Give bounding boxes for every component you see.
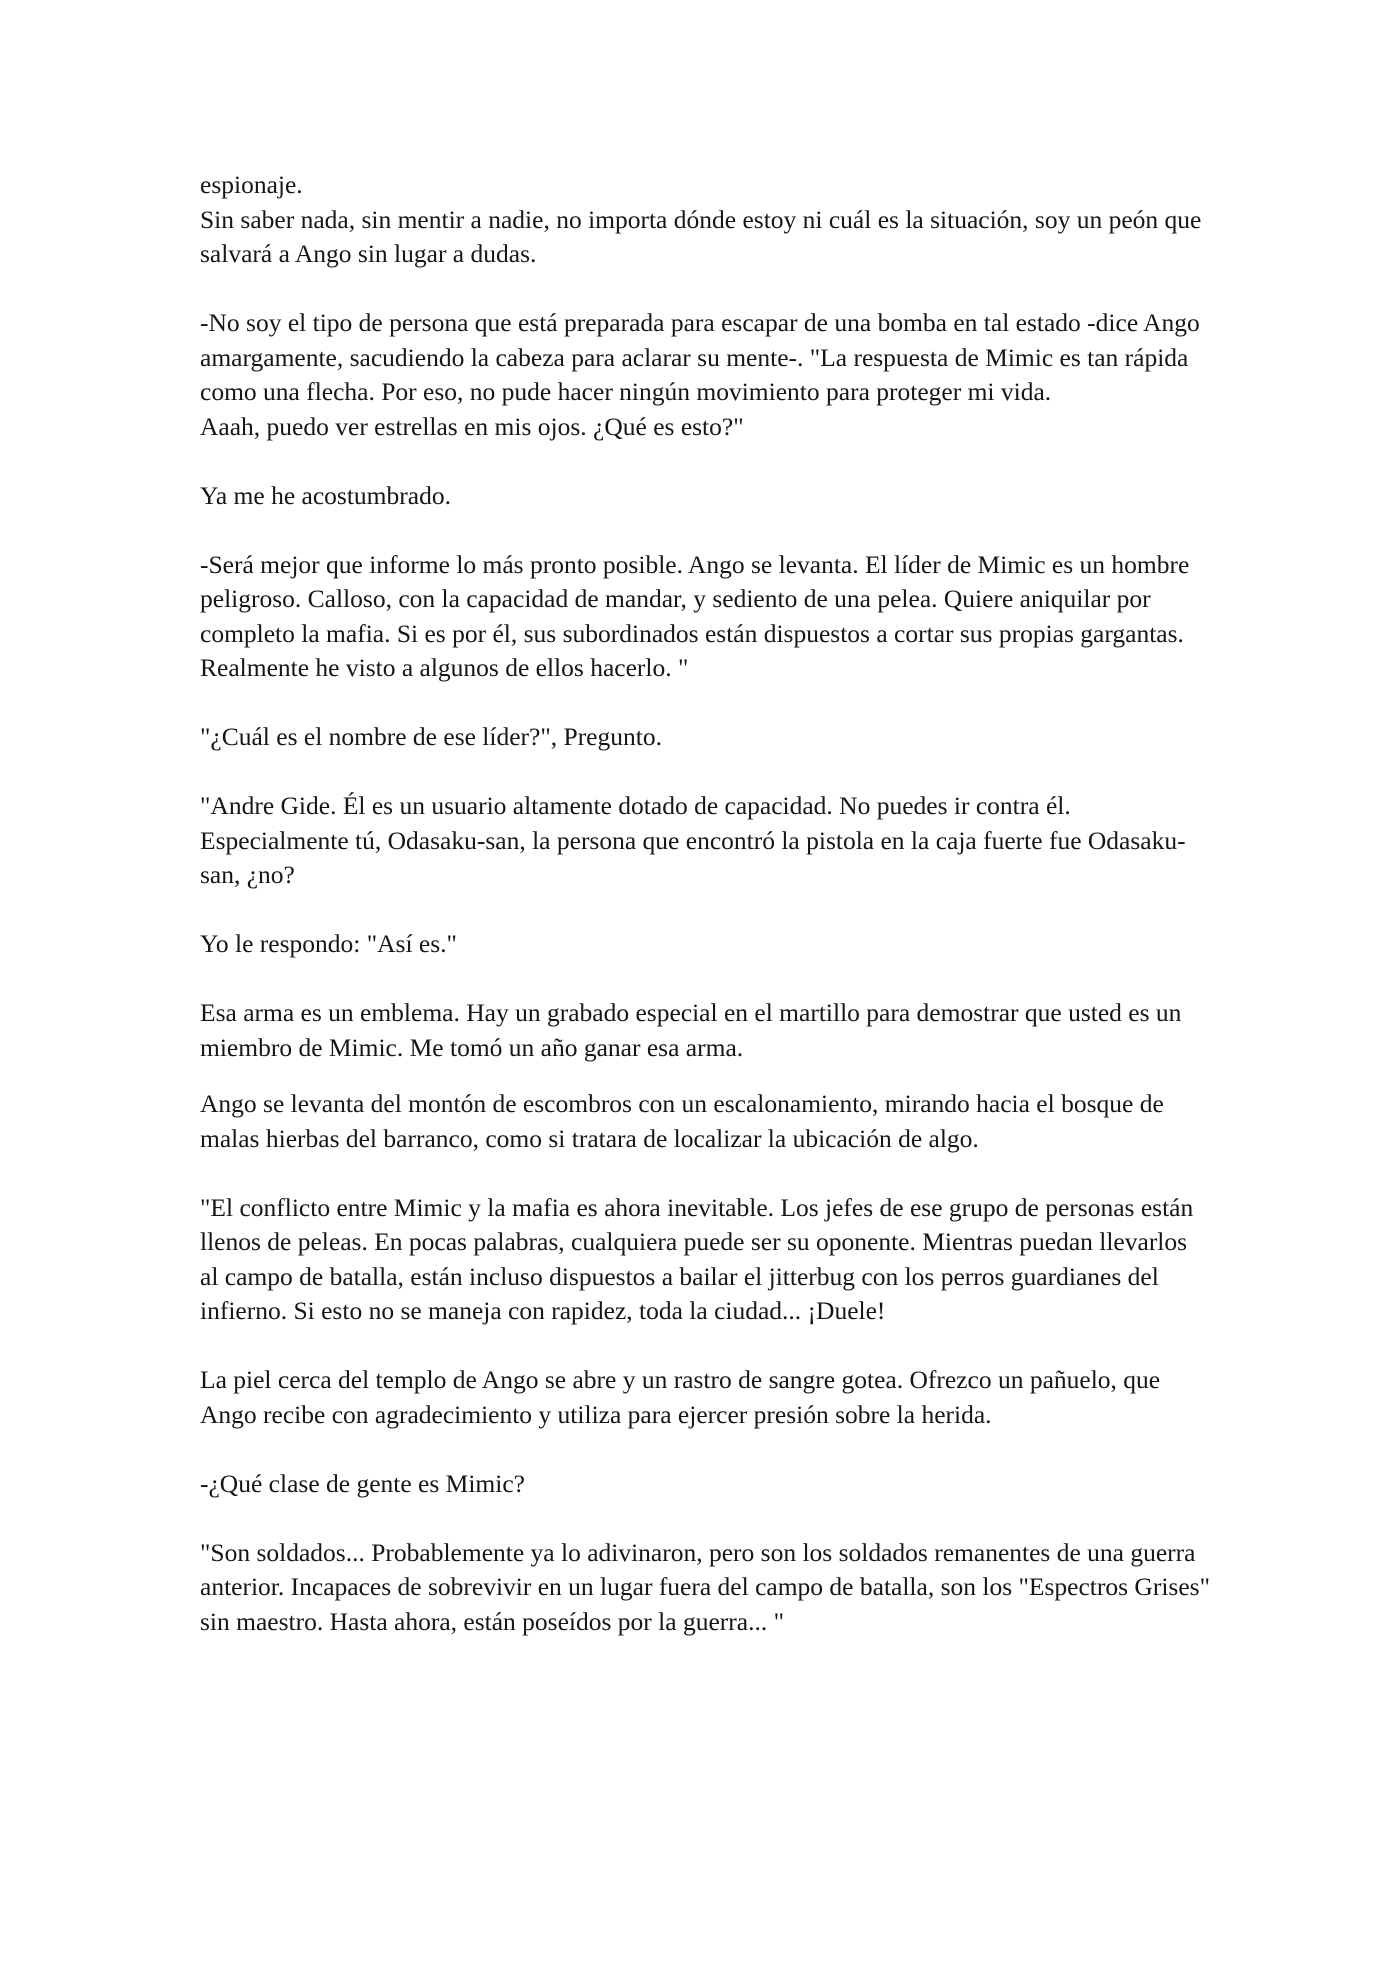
paragraph-13: "Son soldados... Probablemente ya lo adivinaron, pero son los soldados remanentes de una guerra anterior. Incapaces de sobrevivir en un lugar fuera del campo de batalla, son los "Espectros Grises" sin maestro. Hasta ahora, están poseídos por la guerra... " [200, 1537, 1211, 1636]
paragraph-3: Ya me he acostumbrado. [200, 480, 451, 510]
paragraph-1: espionaje. Sin saber nada, sin mentir a nadie, no importa dónde estoy ni cuál es la situación, soy un peón que salvará a Ango sin lugar a dudas. [200, 170, 1202, 268]
paragraph-6: "Andre Gide. Él es un usuario altamente dotado de capacidad. No puedes ir contra él. Especialmente tú, Odasaku-san, la persona que encontró la pistola en la caja fuerte fue Odasaku-san, ¿no? [200, 791, 1186, 889]
paragraph-10: "El conflicto entre Mimic y la mafia es ahora inevitable. Los jefes de ese grupo de personas están llenos de peleas. En pocas palabras, cualquiera puede ser su oponente. Mientras puedan llevarlos al campo de batalla, están incluso dispuestos a bailar el jitterbug con los perros guardianes del infierno. Si esto no se maneja con rapidez, toda la ciudad... ¡Duele! [200, 1192, 1194, 1325]
paragraph-2: -No soy el tipo de persona que está preparada para escapar de una bomba en tal estado -dice Ango amargamente, sacudiendo la cabeza para aclarar su mente-. "La respuesta de Mimic es tan rápida como una flecha. Por eso, no pude hacer ningún movimiento para proteger mi vida. Aaah, puedo ver estrellas en mis ojos. ¿Qué es esto?" [200, 308, 1200, 441]
paragraph-4: -Será mejor que informe lo más pronto posible. Ango se levanta. El líder de Mimic es un hombre peligroso. Calloso, con la capacidad de mandar, y sediento de una pelea. Quiere aniquilar por completo la mafia. Si es por él, sus subordinados están dispuestos a cortar sus propias gargantas. Realmente he visto a algunos de ellos hacerlo. " [200, 549, 1190, 682]
paragraph-5: "¿Cuál es el nombre de ese líder?", Pregunto. [200, 722, 662, 751]
paragraph-8: Esa arma es un emblema. Hay un grabado especial en el martillo para demostrar que usted es un miembro de Mimic. Me tomó un año ganar esa arma. [200, 998, 1182, 1062]
paragraph-12: -¿Qué clase de gente es Mimic? [200, 1468, 525, 1498]
document-body [200, 168, 1210, 1639]
paragraph-11: La piel cerca del templo de Ango se abre y un rastro de sangre gotea. Ofrezco un pañuelo, que Ango recibe con agradecimiento y utiliza para ejercer presión sobre la herida. [200, 1365, 1161, 1429]
paragraph-9: Ango se levanta del montón de escombros con un escalonamiento, mirando hacia el bosque de malas hierbas del barranco, como si tratara de localizar la ubicación de algo. [200, 1089, 1164, 1153]
paragraph-7: Yo le respondo: "Así es." [200, 929, 457, 958]
